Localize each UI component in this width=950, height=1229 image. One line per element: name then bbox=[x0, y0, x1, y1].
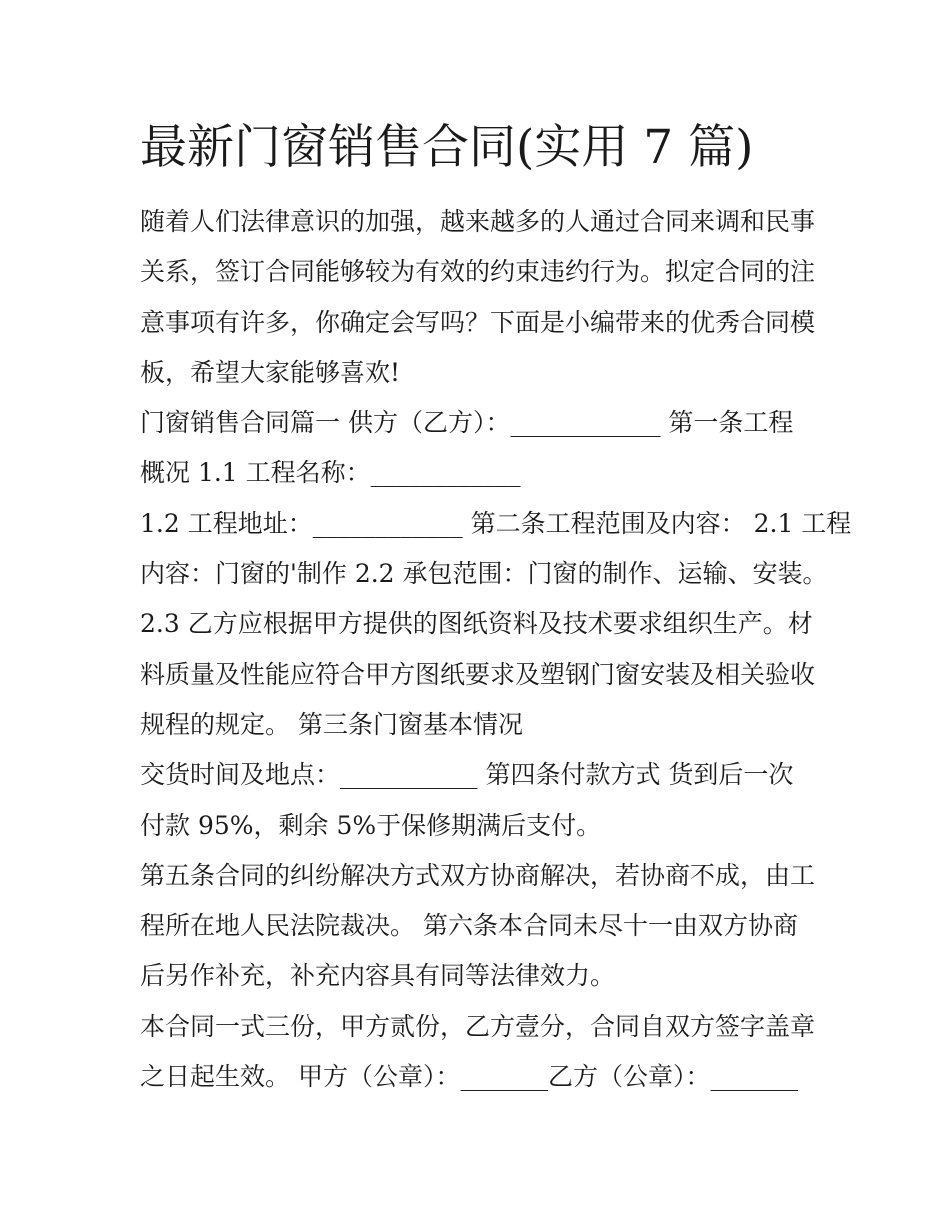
body-line: 规程的规定。 第三条门窗基本情况 bbox=[140, 709, 523, 739]
body-line: 第五条合同的纠纷解决方式双方协商解决，若协商不成，由工 bbox=[140, 860, 816, 890]
body-line: 2.3 乙方应根据甲方提供的图纸资料及技术要求组织生产。材 bbox=[140, 609, 813, 639]
body-line: 门窗销售合同篇一 供方（乙方）：____________ 第一条工程 bbox=[140, 408, 794, 438]
body-line: 程所在地人民法院裁决。 第六条本合同未尽十一由双方协商 bbox=[140, 911, 798, 941]
body-line: 交货时间及地点：___________ 第四条付款方式 货到后一次 bbox=[140, 760, 794, 790]
body-line: 内容：门窗的'制作 2.2 承包范围：门窗的制作、运输、安装。 bbox=[140, 559, 828, 589]
body-line: 1.2 工程地址：____________ 第二条工程范围及内容： 2.1 工程 bbox=[140, 508, 852, 538]
body-line: 板，希望大家能够喜欢! bbox=[140, 357, 401, 387]
body-line: 意事项有许多，你确定会写吗？下面是小编带来的优秀合同模 bbox=[140, 307, 816, 337]
body-line: 随着人们法律意识的加强，越来越多的人通过合同来调和民事 bbox=[140, 207, 816, 236]
body-line: 后另作补充，补充内容具有同等法律效力。 bbox=[140, 961, 616, 991]
document-title: 最新门窗销售合同(实用 7 篇) bbox=[140, 120, 754, 175]
document-body bbox=[140, 197, 852, 1102]
body-line: 料质量及性能应符合甲方图纸要求及塑钢门窗安装及相关验收 bbox=[140, 659, 816, 689]
body-line: 之日起生效。 甲方（公章）：_______乙方（公章）：_______ bbox=[140, 1062, 798, 1092]
body-line: 关系，签订合同能够较为有效的约束违约行为。拟定合同的注 bbox=[140, 257, 816, 287]
body-line: 本合同一式三份，甲方贰份，乙方壹分，合同自双方签字盖章 bbox=[140, 1011, 816, 1041]
body-line: 付款 95%，剩余 5%于保修期满后支付。 bbox=[140, 810, 602, 840]
body-line: 概况 1.1 工程名称：____________ bbox=[140, 458, 521, 488]
